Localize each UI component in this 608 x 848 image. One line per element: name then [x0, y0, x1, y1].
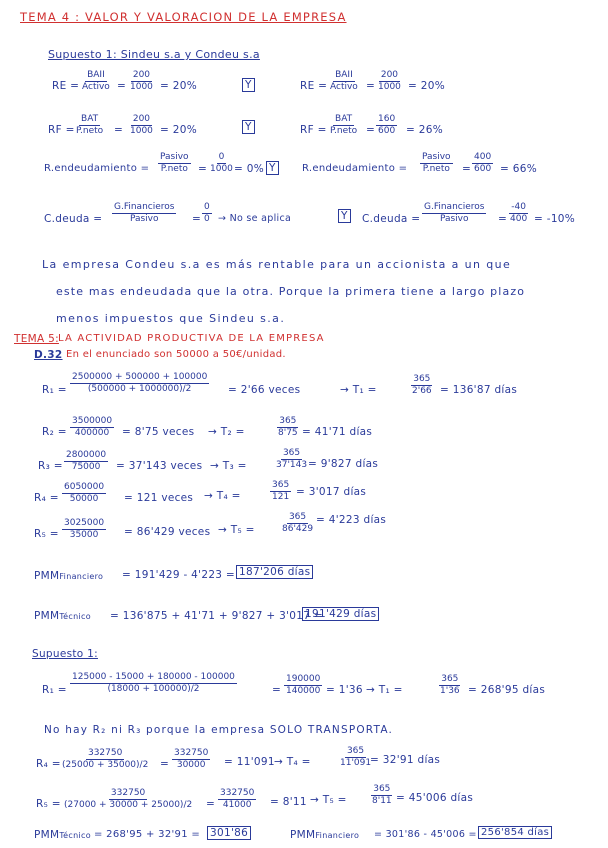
s1-r5-label: R₅ = — [36, 798, 61, 810]
t4-frac: $\frac{365}{121}$ — [272, 480, 290, 503]
endeud-left-result: = 0% — [234, 163, 264, 175]
cdeuda-right-label: C.deuda = — [362, 213, 421, 225]
s1-r4-label: R₄ = — [36, 758, 61, 770]
re-right-frac: BAII Activo — [330, 70, 358, 93]
pmm-fin-expr: = 191'429 - 4'223 = — [122, 569, 236, 581]
s1-t4-label: → T₄ = — [274, 756, 311, 768]
re-left-result: = 20% — [160, 80, 197, 92]
rf-right-frac: BAT P.neto — [330, 114, 358, 137]
tema4-title: TEMA 4 : VALOR Y VALORACION DE LA EMPRESA — [20, 10, 347, 24]
tema5-prefix: TEMA 5: — [14, 333, 59, 345]
conclusion-line-3: menos impuestos que Sindeu s.a. — [56, 312, 286, 325]
t4-result: = 3'017 días — [296, 486, 367, 498]
r2-frac: $\frac{3500000}{400000}$ — [72, 416, 113, 439]
r1-result: = 2'66 veces — [228, 384, 301, 396]
re-right-result: = 20% — [408, 80, 445, 92]
endeud-right-label: R.endeudamiento = — [302, 163, 408, 174]
rf-left-frac: BAT P.neto — [76, 114, 104, 137]
pmm-tec-result: 191'429 días — [302, 607, 379, 621]
t3-label: → T₃ = — [210, 460, 247, 472]
d32-label: D.32 — [34, 349, 63, 361]
r4-result: = 121 veces — [124, 492, 194, 504]
s1-r4-frac2: $\frac{332750}{30000}$ — [174, 748, 209, 771]
s1-t4-frac: $\frac{365}{11'091}$ — [340, 746, 372, 769]
s1-r4-result: = 11'091 — [224, 756, 275, 768]
re-label: RE = — [52, 80, 80, 92]
re-right-frac2: $\frac{200}{1000}$ — [378, 70, 401, 93]
t5-label: → T₅ = — [218, 524, 255, 536]
rf-left-mark: Y — [242, 120, 255, 134]
s1-r1-frac: $\frac{125000 - 15000 + 180000 - 100000}{(18000 + 100000)/2}$ — [72, 672, 235, 695]
t5-frac: $\frac{365}{86'429}$ — [282, 512, 314, 535]
s1-r1-result: = 1'36 — [326, 684, 363, 696]
rf-label: RF = — [48, 124, 75, 136]
rf-right-frac2: $\frac{160}{600}$ — [378, 114, 396, 137]
conclusion-line-1: La empresa Condeu s.a es más rentable para un accionista a un que — [42, 258, 512, 271]
supuesto-heading: Supuesto 1: Sindeu s.a y Condeu s.a — [48, 48, 260, 61]
endeud-right-frac: Pasivo P.neto — [422, 152, 451, 175]
cdeuda-label: C.deuda = — [44, 213, 103, 225]
endeud-left-frac: Pasivo P.neto — [160, 152, 189, 175]
s1-r4-frac: $\frac{332750}{(25000 + 35000)/2}$ — [62, 748, 149, 771]
r3-label: R₃ = — [38, 460, 63, 472]
re-left-mark: Y — [242, 78, 255, 92]
pmm-tec-expr: = 136'875 + 41'71 + 9'827 + 3'017 = — [110, 610, 323, 622]
cdeuda-left-result: → No se aplica — [218, 213, 292, 224]
t4-label: → T₄ = — [204, 490, 241, 502]
endeud-label: R.endeudamiento = — [44, 163, 150, 174]
s1-r1-label: R₁ = — [42, 684, 67, 696]
s1-t1-result: = 268'95 días — [468, 684, 546, 696]
conclusion-line-2: este mas endeudada que la otra. Porque la primera tiene a largo plazo — [56, 285, 526, 298]
re-right-label: RE = — [300, 80, 328, 92]
s1-t1-label: → T₁ = — [366, 684, 403, 696]
endeud-right-frac2: $\frac{400}{600}$ — [474, 152, 492, 175]
r5-result: = 86'429 veces — [124, 526, 211, 538]
t3-result: = 9'827 días — [308, 458, 379, 470]
s1-t5-result: = 45'006 días — [396, 792, 474, 804]
re-left-frac2: $\frac{200}{1000}$ — [130, 70, 153, 93]
pmm-fin-result: 187'206 días — [236, 565, 313, 579]
r1-label: R₁ = — [42, 384, 67, 396]
r4-frac: $\frac{6050000}{50000}$ — [64, 482, 105, 505]
s1-pmm-fin-expr: = 301'86 - 45'006 = — [374, 829, 477, 840]
s1-pmm-tec-label: PMMTécnico — [34, 829, 91, 841]
s1-r5-frac: $\frac{332750}{(27000 + 30000 + 25000)/2}$ — [64, 788, 193, 811]
s1-r1-frac2: $\frac{190000}{140000}$ — [286, 674, 321, 697]
supuesto1-title: Supuesto 1: — [32, 648, 98, 660]
cdeuda-left-frac: G.Financieros Pasivo — [114, 202, 175, 225]
r3-result: = 37'143 veces — [116, 460, 203, 472]
t3-frac: $\frac{365}{37'143}$ — [276, 448, 308, 471]
r3-frac: $\frac{2800000}{75000}$ — [66, 450, 107, 473]
cdeuda-left-frac2: $\frac{0}{0}$ — [204, 202, 210, 225]
r2-label: R₂ = — [42, 426, 67, 438]
pmm-tec-label: PMMTécnico — [34, 610, 91, 622]
s1-t5-frac: $\frac{365}{8'11}$ — [372, 784, 392, 807]
endeud-left-mark: Y — [266, 161, 279, 175]
s1-r5-result: = 8'11 — [270, 796, 307, 808]
rf-right-result: = 26% — [406, 124, 443, 136]
pmm-fin-label: PMMFinanciero — [34, 570, 104, 582]
s1-t1-frac: $\frac{365}{1'36}$ — [440, 674, 460, 697]
r4-label: R₄ = — [34, 492, 59, 504]
cdeuda-left-mark: Y — [338, 209, 351, 223]
endeud-left-frac2: $\frac{0}{1000}$ — [210, 152, 233, 175]
s1-pmm-tec-result: 301'86 — [207, 826, 251, 840]
tema5-title: LA ACTIVIDAD PRODUCTIVA DE LA EMPRESA — [58, 333, 325, 344]
t1-result: = 136'87 días — [440, 384, 518, 396]
d32-text: En el enunciado son 50000 a 50€/unidad. — [66, 349, 286, 360]
s1-note: No hay R₂ ni R₃ porque la empresa SOLO TRANSPORTA. — [44, 724, 394, 736]
t2-frac: $\frac{365}{8'75}$ — [278, 416, 298, 439]
t5-result: = 4'223 días — [316, 514, 387, 526]
r5-label: R₅ = — [34, 528, 59, 540]
t1-label: → T₁ = — [340, 384, 377, 396]
t2-label: → T₂ = — [208, 426, 245, 438]
cdeuda-right-result: = -10% — [534, 213, 576, 225]
s1-t5-label: → T₅ = — [310, 794, 347, 806]
s1-pmm-fin-label: PMMFinanciero — [290, 829, 360, 841]
r5-frac: $\frac{3025000}{35000}$ — [64, 518, 105, 541]
s1-pmm-tec-expr: = 268'95 + 32'91 = — [94, 829, 201, 840]
s1-t4-result: = 32'91 días — [370, 754, 441, 766]
rf-left-result: = 20% — [160, 124, 197, 136]
t1-frac: $\frac{365}{2'66}$ — [412, 374, 432, 397]
r1-frac: $\frac{2500000 + 500000 + 100000}{(500000 + 1000000)/2}$ — [72, 372, 208, 395]
rf-right-label: RF = — [300, 124, 327, 136]
rf-left-frac2: $\frac{200}{1000}$ — [130, 114, 153, 137]
s1-pmm-fin-result: 256'854 días — [478, 826, 552, 839]
s1-r5-frac2: $\frac{332750}{41000}$ — [220, 788, 255, 811]
cdeuda-right-frac2: $\frac{-40}{400}$ — [510, 202, 528, 225]
cdeuda-right-frac: G.Financieros Pasivo — [424, 202, 485, 225]
re-left-frac: BAII Activo — [82, 70, 110, 93]
endeud-right-result: = 66% — [500, 163, 537, 175]
r2-result: = 8'75 veces — [122, 426, 195, 438]
t2-result: = 41'71 días — [302, 426, 373, 438]
